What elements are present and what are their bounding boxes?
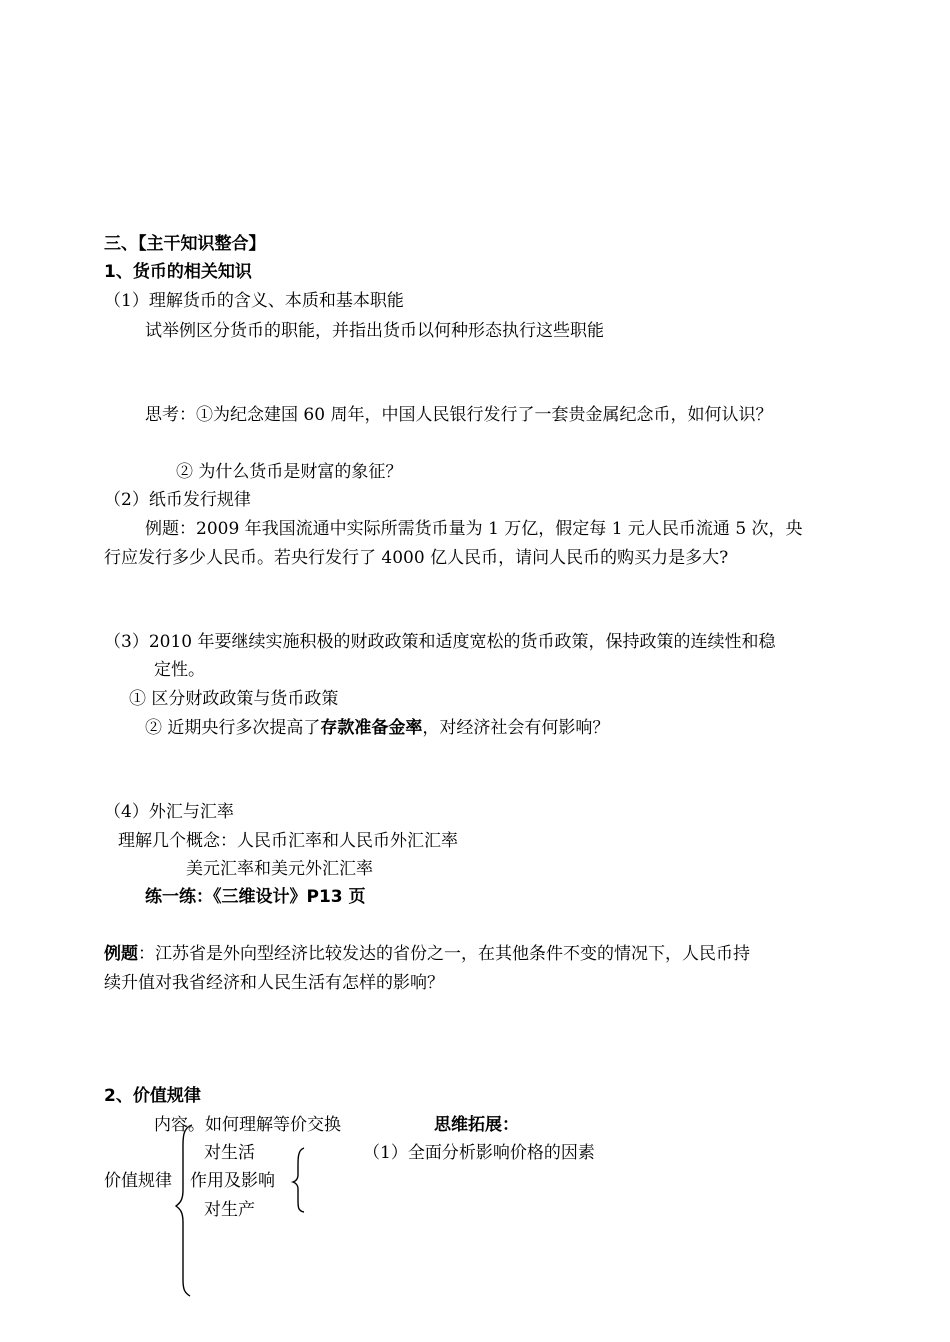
example2-line2: 续升值对我省经济和人民生活有怎样的影响？ <box>104 973 444 993</box>
item4-concepts2: 美元汇率和美元外汇汇率 <box>186 859 373 879</box>
example2-text: ：江苏省是外向型经济比较发达的省份之一，在其他条件不变的情况下，人民币持 <box>138 944 750 964</box>
thinking-item1: （1）全面分析影响价格的因素 <box>363 1143 595 1163</box>
item4-concepts1: 理解几个概念：人民币汇率和人民币外汇汇率 <box>118 831 458 851</box>
item4-practice: 练一练：《三维设计》P13 页 <box>145 887 366 907</box>
item1-think1: 思考：①为纪念建国 60 周年，中国人民银行发行了一套贵金属纪念币，如何认识？ <box>145 405 773 425</box>
item2-example-line1: 例题：2009 年我国流通中实际所需货币量为 1 万亿，假定每 1 元人民币流通 5 次，央 <box>145 519 803 539</box>
small-left-brace <box>293 1148 304 1212</box>
topic2-heading: 2、价值规律 <box>104 1086 201 1106</box>
effect-production: 对生产 <box>204 1200 255 1220</box>
thinking-label: 思维拓展： <box>434 1115 519 1135</box>
example2-label: 例题 <box>104 944 138 964</box>
item4-title: （4）外汇与汇率 <box>104 802 234 822</box>
item2-title: （2）纸币发行规律 <box>104 490 251 510</box>
item1-task: 试举例区分货币的职能，并指出货币以何种形态执行这些职能 <box>145 321 604 341</box>
effect-label: 作用及影响 <box>190 1171 275 1191</box>
item1-think2: ② 为什么货币是财富的象征？ <box>176 462 403 482</box>
section-title: 三、【主干知识整合】 <box>104 234 266 254</box>
item3-title-line1: （3）2010 年要继续实施积极的财政政策和适度宽松的货币政策，保持政策的连续性和稳 <box>104 632 776 652</box>
item3-q1: ① 区分财政政策与货币政策 <box>129 689 339 709</box>
item3-title-line2: 定性。 <box>154 660 205 680</box>
item3-q2-post: ，对经济社会有何影响？ <box>422 718 610 738</box>
item2-example-line2: 行应发行多少人民币。若央行发行了 4000 亿人民币，请问人民币的购买力是多大? <box>104 548 729 568</box>
effect-life: 对生活 <box>204 1143 255 1163</box>
item3-q2-pre: ② 近期央行多次提高了 <box>145 718 321 738</box>
reserve-ratio-term: 存款准备金率 <box>320 718 423 738</box>
law-label: 价值规律 <box>104 1171 172 1191</box>
item1-title: （1）理解货币的含义、本质和基本职能 <box>104 291 404 311</box>
large-left-brace <box>176 1125 192 1296</box>
topic1-heading: 1、货币的相关知识 <box>104 262 252 282</box>
topic2-content: 内容。如何理解等价交换 <box>154 1115 341 1135</box>
